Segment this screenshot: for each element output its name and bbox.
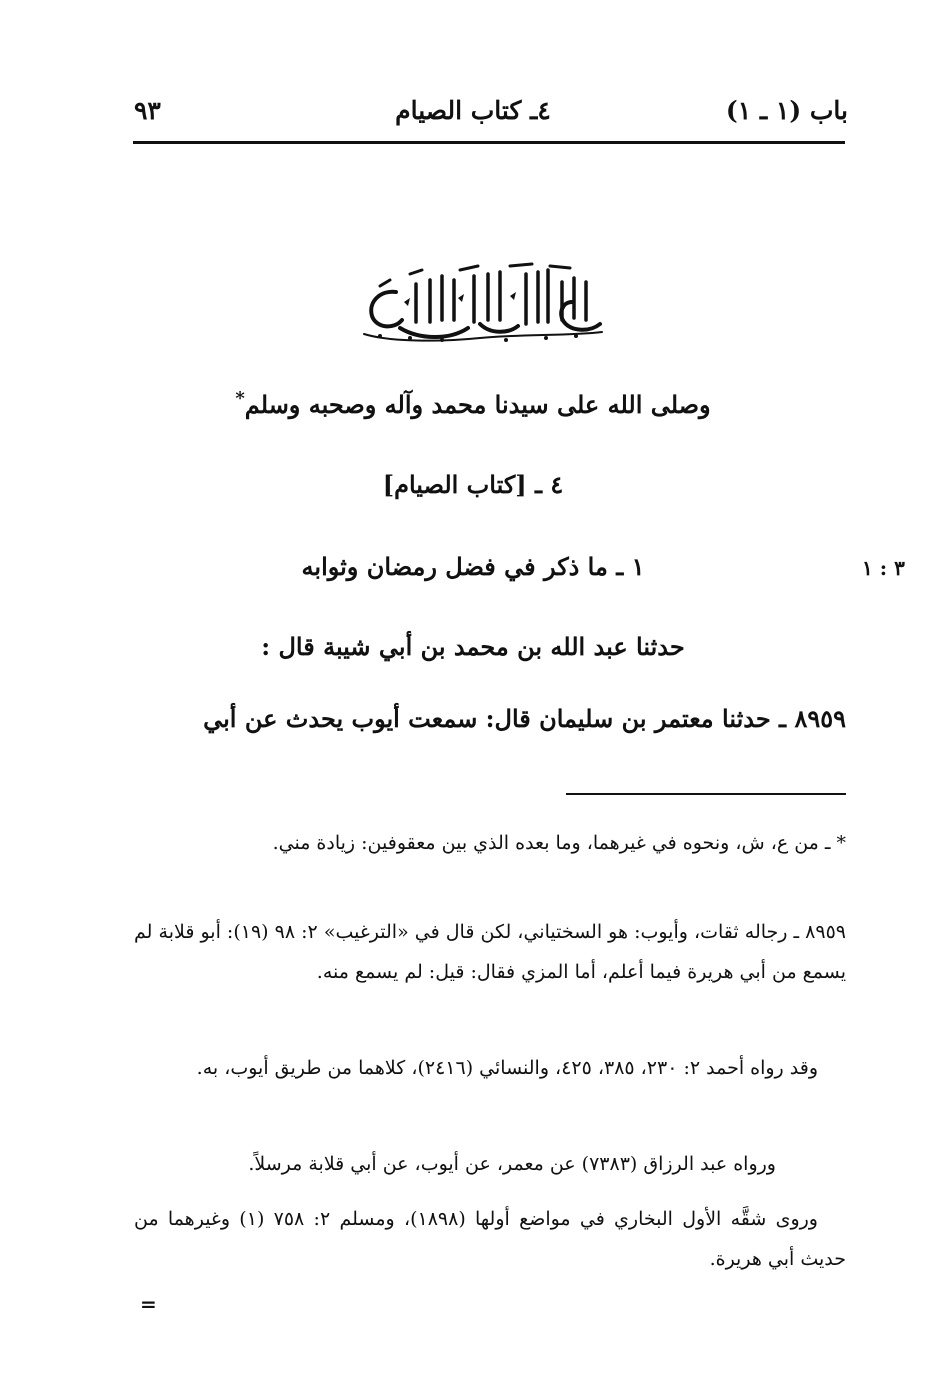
footnote: وقد رواه أحمد ٢: ٢٣٠، ٣٨٥، ٤٢٥، والنسائي (٢٤١٦)، كلاهما من طريق أيوب، به. [196,1057,818,1079]
footnote-marker: * [235,388,245,409]
isnad-line: حدثنا عبد الله بن محمد بن أبي شيبة قال : [261,632,685,661]
footnote-rule [566,793,846,795]
margin-reference: ٣ : ١ [862,556,905,580]
continuation-mark: = [140,1292,157,1316]
header-page-number: ٩٣ [134,96,161,125]
header-rule [133,141,845,144]
chapter-heading: ١ ـ ما ذكر في فضل رمضان وثوابه [301,552,645,581]
basmala-calligraphy [350,262,614,344]
salat-text: وصلى الله على سيدنا محمد وآله وصحبه وسلم [244,390,711,419]
footnote: ورواه عبد الرزاق (٧٣٨٣) عن معمر، عن أيوب، عن أبي قلابة مرسلاً. [248,1153,776,1175]
footnote: وروى شقَّه الأول البخاري في مواضع أولها (١٨٩٨)، ومسلم ٢: ٧٥٨ (١) وغيرهما من حديث أبي هريرة. [134,1208,846,1270]
header-book-title: ٤ـ كتاب الصيام [395,96,551,125]
book-heading: ٤ ـ [كتاب الصيام] [382,470,564,499]
header-chapter-ref: باب (١ ـ ١) [725,96,848,125]
footnote: ٨٩٥٩ ـ رجاله ثقات، وأيوب: هو السختياني، لكن قال في «الترغيب» ٢: ٩٨ (١٩): أبو قلابة لم يسمع من أبي هريرة فيما أعلم، أما المزي فقال: قيل: لم يسمع منه. [134,921,846,983]
footnote: * ـ من ع، ش، ونحوه في غيرهما، وما بعده الذي بين معقوفين: زيادة مني. [272,832,846,854]
hadith-text: ٨٩٥٩ ـ حدثنا معتمر بن سليمان قال: سمعت أيوب يحدث عن أبي [203,704,846,733]
salat-line [100,388,846,419]
